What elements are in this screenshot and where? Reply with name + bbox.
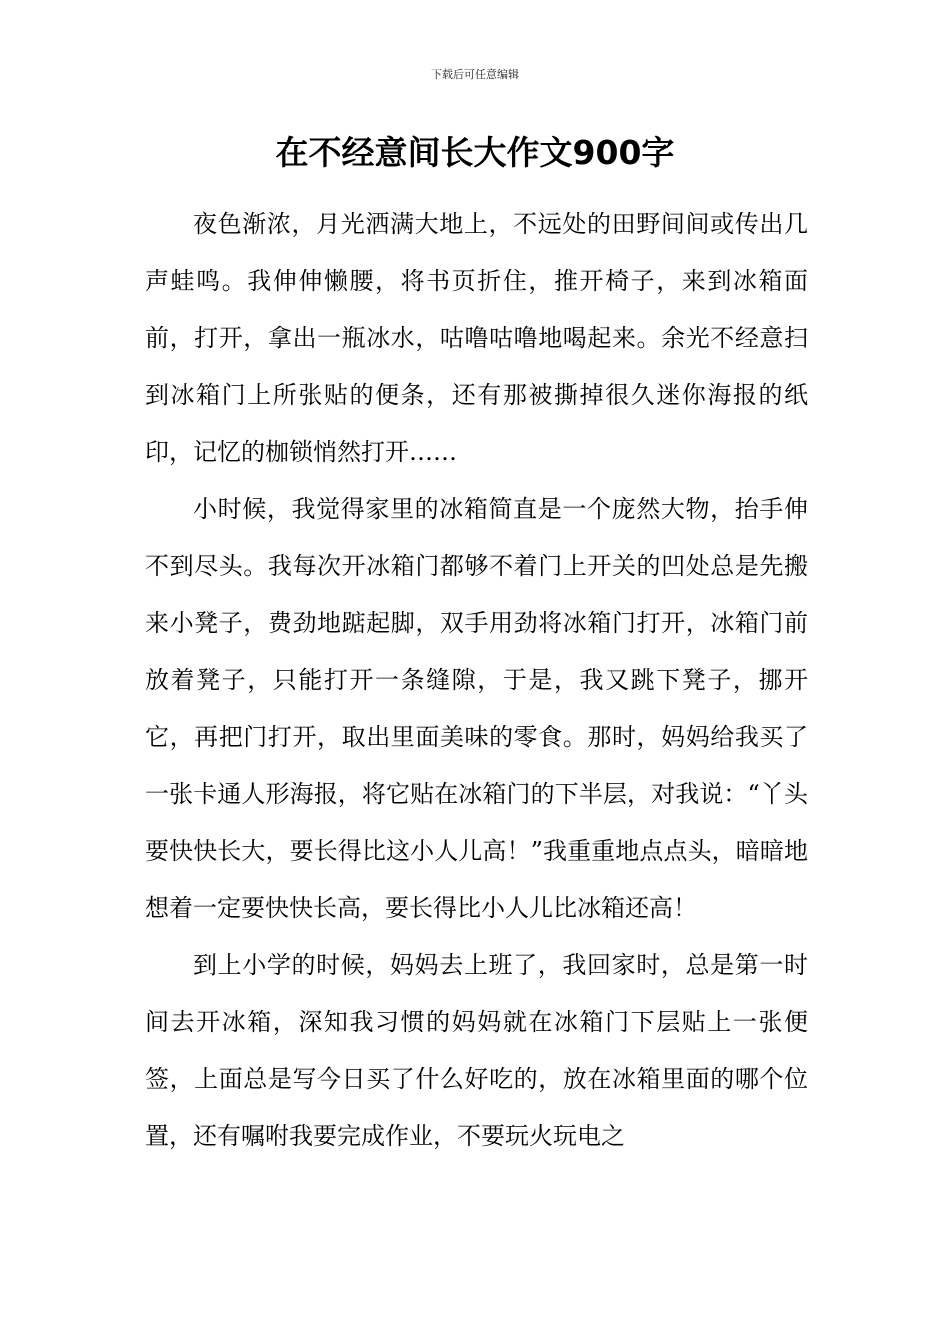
paragraph-3: 到上小学的时候，妈妈去上班了，我回家时，总是第一时间去开冰箱，深知我习惯的妈妈就在冰箱门下层贴上一张便签，上面总是写今日买了什么好吃的，放在冰箱里面的哪个位置，还有嘱咐我要完成作业，不要玩火玩电之 [145,951,808,1150]
paragraph-1: 夜色渐浓，月光洒满大地上，不远处的田野间间或传出几声蛙鸣。我伸伸懒腰，将书页折住，推开椅子，来到冰箱面前，打开，拿出一瓶冰水，咕噜咕噜地喝起来。余光不经意扫到冰箱门上所张贴的便条，还有那被撕掉很久迷你海报的纸印，记忆的枷锁悄然打开…… [145,210,808,466]
paragraph-2: 小时候，我觉得家里的冰箱简直是一个庞然大物，抬手伸不到尽头。我每次开冰箱门都够不着门上开关的凹处总是先搬来小凳子，费劲地踮起脚，双手用劲将冰箱门打开，冰箱门前放着凳子，只能打开一条缝隙，于是，我又跳下凳子，挪开它，再把门打开，取出里面美味的零食。那时，妈妈给我买了一张卡通人形海报，将它贴在冰箱门的下半层，对我说：“丫头要快快长大，要长得比这小人儿高！”我重重地点点头，暗暗地想着一定要快快长高，要长得比小人儿比冰箱还高！ [145,495,808,922]
header-note: 下载后可任意编辑 [431,68,519,81]
document-title: 在不经意间长大作文900字 [275,133,675,172]
document-body [145,196,808,1165]
